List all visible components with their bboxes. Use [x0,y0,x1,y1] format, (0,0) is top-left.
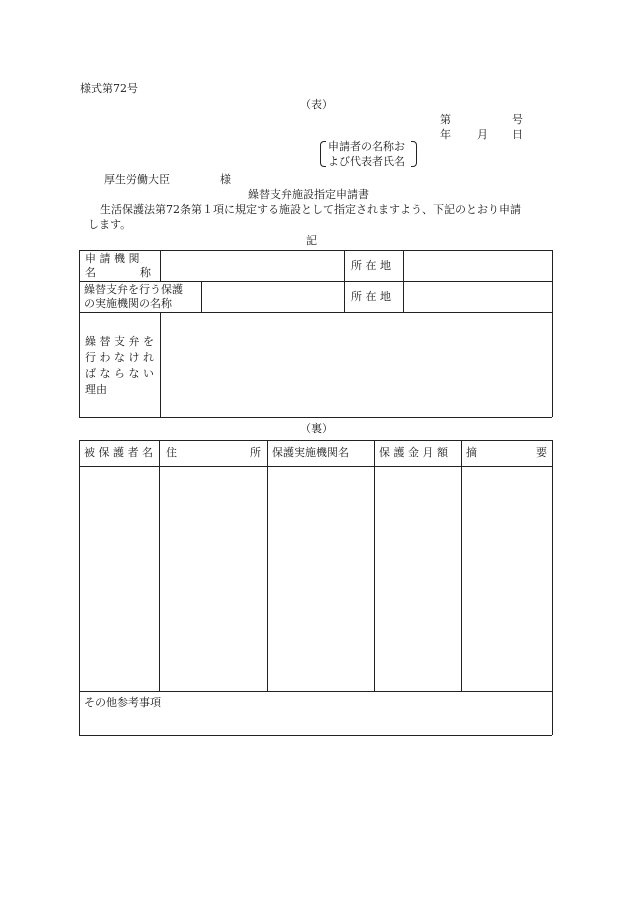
body-line2: します。 [88,218,132,231]
ki-label: 記 [306,234,317,247]
applicant-label [328,139,405,169]
protection-agency-address-label: 所 在 地 [351,290,391,303]
reason-label-line1: 繰 替 支 弁 を [85,335,154,348]
header-recipient-name: 被 保 護 者 名 [84,446,153,459]
header-remarks-b: 要 [536,446,547,459]
applicant-org-label-line2: 名 称 [85,266,151,279]
front-label: （表） [300,98,333,111]
applicant-org-label-line1: 申 請 機 関 [85,252,140,265]
reason-label-line4: 理由 [85,383,107,396]
header-address-b: 所 [250,446,261,459]
document-title: 繰替支弁施設指定申請書 [248,188,369,201]
number-suffix: 号 [512,113,523,126]
applicant-org-address-label: 所 在 地 [351,259,391,272]
applicant-line2: よび代表者氏名 [328,155,405,168]
reason-label [85,334,154,398]
applicant-line1: 申請者の名称お [328,140,405,153]
reason-label-line2: 行 わ な け れ [85,351,154,364]
header-address-a: 住 [166,446,177,459]
number-prefix: 第 [440,113,451,126]
protection-agency-label-line1: 繰替支弁を行う保護 [84,283,183,296]
applicant-bracket-left [320,141,326,167]
addressee-name: 厚生労働大臣 [104,173,170,186]
addressee-honorific: 様 [220,173,231,186]
header-remarks-a: 摘 [466,446,477,459]
date-month: 月 [477,128,488,141]
applicant-bracket-right [411,141,417,167]
header-monthly-amount: 保 護 金 月 額 [379,446,448,459]
reason-label-line3: ば な ら な い [85,367,154,380]
protection-agency-label [84,283,183,311]
date-day: 日 [512,128,523,141]
applicant-org-label [85,252,151,280]
form-number: 様式第72号 [80,82,138,95]
header-agency-name: 保護実施機関名 [272,446,349,459]
body-line1: 生活保護法第72条第１項に規定する施設として指定されますよう、下記のとおり申請 [100,203,521,216]
date-year: 年 [440,128,451,141]
protection-agency-label-line2: の実施機関の名称 [84,297,172,310]
other-notes-label: その他参考事項 [84,696,161,709]
back-label: （裏） [300,422,333,435]
